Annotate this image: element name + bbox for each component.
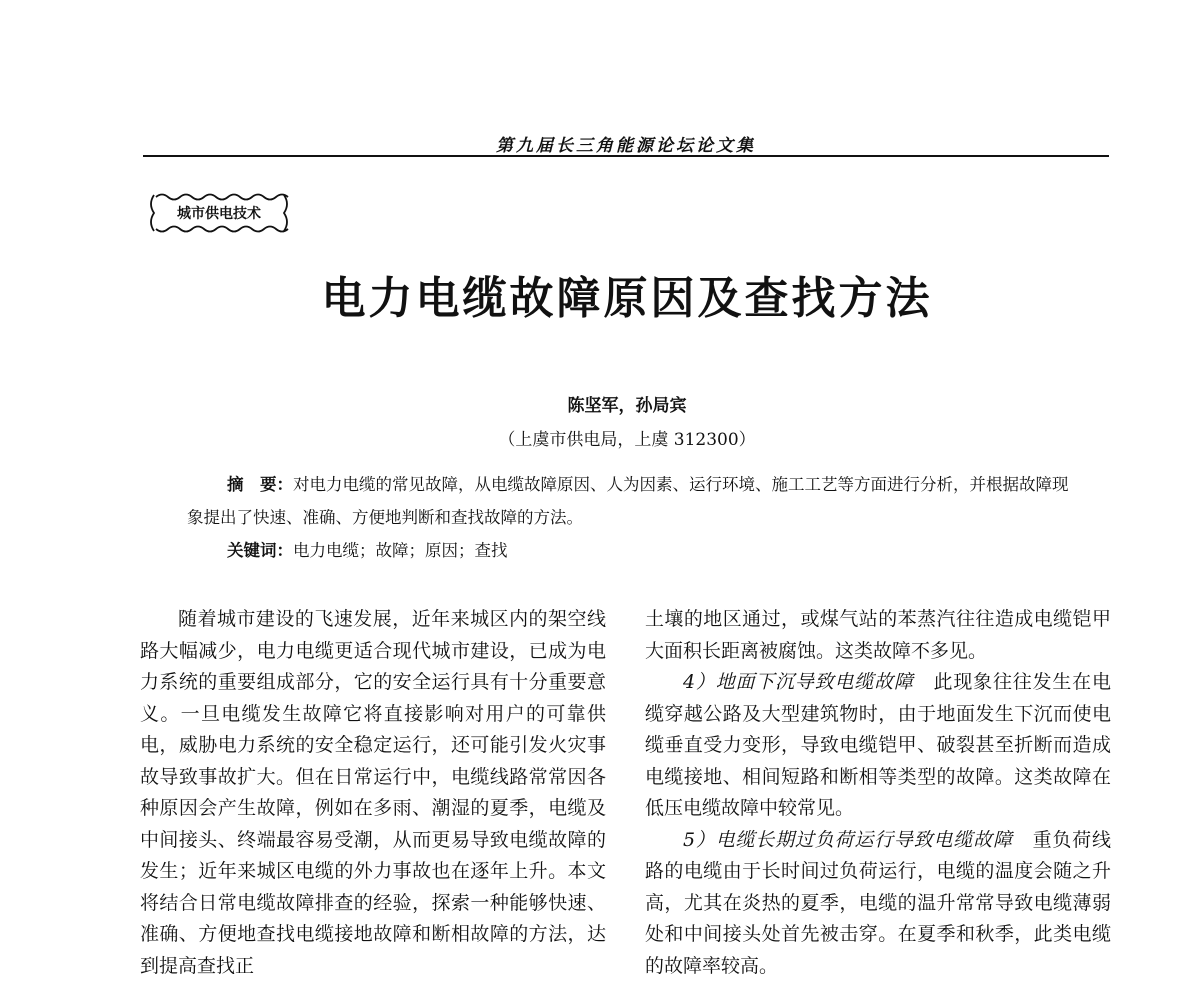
section-tag-label: 城市供电技术 xyxy=(177,206,261,222)
intro-paragraph: 随着城市建设的飞速发展，近年来城区内的架空线路大幅减少，电力电缆更适合现代城市建设，已成为电力系统的重要组成部分，它的安全运行具有十分重要意义。一旦电缆发生故障它将直接影响对用户的可靠供电，威胁电力系统的安全稳定运行，还可能引发火灾事故导致事故扩大。但在日常运行中，电缆线路常常因各种原因会产生故障，例如在多雨、潮湿的夏季，电缆及中间接头、终端最容易受潮，从而更易导致电缆故障的发生；近年来城区电缆的外力事故也在逐年上升。本文将结合日常电缆故障排查的经验，探索一种能够快速、准确、方便地查找电缆接地故障和断相故障的方法，达到提高查找正 xyxy=(140,608,606,977)
item-4-heading: 4）地面下沉导致电缆故障 xyxy=(683,671,914,693)
abstract xyxy=(187,468,1077,534)
section-tag xyxy=(146,189,292,237)
keywords-text: 电力电缆；故障；原因；查找 xyxy=(293,541,508,560)
header-rule xyxy=(143,155,1109,157)
running-header: 第九届长三角能源论坛论文集 xyxy=(496,136,756,156)
authors: 陈坚军，孙局宾 xyxy=(567,396,687,416)
keywords-label: 关键词： xyxy=(227,541,293,560)
left-column xyxy=(140,604,606,982)
abstract-text: 对电力电缆的常见故障，从电缆故障原因、人为因素、运行环境、施工工艺等方面进行分析，并根据故障现象提出了快速、准确、方便地判断和查找故障的方法。 xyxy=(187,475,1069,527)
item-5-heading: 5）电缆长期过负荷运行导致电缆故障 xyxy=(683,828,1013,851)
affiliation: （上虞市供电局，上虞 312300） xyxy=(498,430,756,450)
keywords xyxy=(187,534,1077,567)
paper-title: 电力电缆故障原因及查找方法 xyxy=(321,273,933,324)
continuation-paragraph: 土壤的地区通过，或煤气站的苯蒸汽往往造成电缆铠甲大面积长距离被腐蚀。这类故障不多见。 xyxy=(645,608,1111,662)
abstract-block xyxy=(187,468,1077,567)
item-4-paragraph xyxy=(645,667,1111,825)
item-4-text: 此现象往往发生在电缆穿越公路及大型建筑物时，由于地面发生下沉而使电缆垂直受力变形，导致电缆铠甲、破裂甚至折断而造成电缆接地、相间短路和断相等类型的故障。这类故障在低压电缆故障中较常见。 xyxy=(645,671,1111,819)
abstract-label: 摘 要： xyxy=(227,475,293,494)
item-5-paragraph xyxy=(645,825,1111,983)
item-5-text: 重负荷线路的电缆由于长时间过负荷运行，电缆的温度会随之升高，尤其在炎热的夏季，电缆的温升常常导致电缆薄弱处和中间接头处首先被击穿。在夏季和秋季，此类电缆的故障率较高。 xyxy=(645,828,1111,977)
right-column xyxy=(645,604,1111,982)
